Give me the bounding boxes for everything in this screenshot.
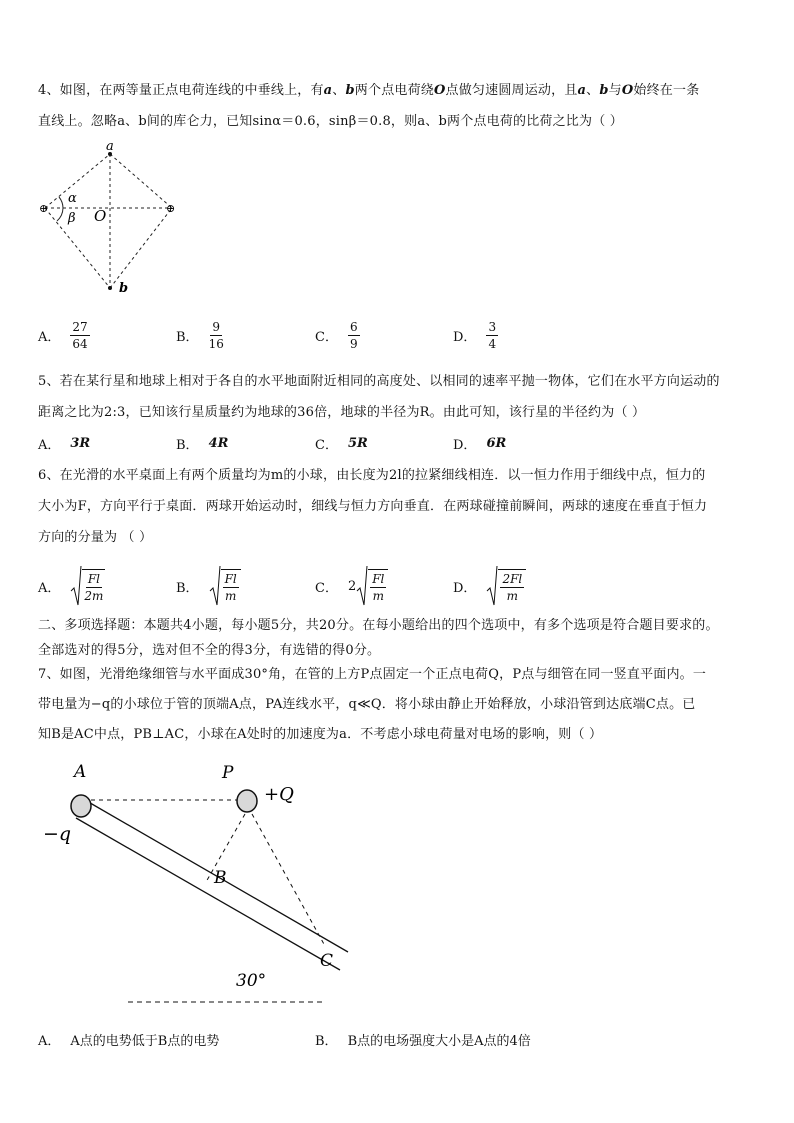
q6-option-c[interactable] (315, 564, 388, 608)
q6-options (38, 564, 758, 608)
denominator: m (224, 589, 237, 603)
q6-line2: 大小为F，方向平行于桌面．两球开始运动时，细线与恒力方向垂直．在两球碰撞前瞬间，两球的速度在垂直于恒力 (38, 499, 708, 514)
denominator: 64 (72, 336, 88, 351)
denominator: 2m (84, 589, 104, 603)
numerator: Fl (224, 572, 237, 586)
option-label: B． (176, 580, 199, 596)
q7-line2: 带电量为−q的小球位于管的顶端A点，PA连线水平，q≪Q．将小球由静止开始释放，小球沿管到达底端C点。已 (38, 697, 696, 712)
q6-line3: 方向的分量为 （ ） (38, 530, 153, 545)
q5-option-b[interactable] (176, 425, 228, 461)
tube-lower-line (76, 818, 340, 970)
coefficient: 2 (347, 578, 357, 594)
option-label: A． (38, 437, 61, 453)
numerator: Fl (372, 572, 385, 586)
denominator: m (506, 589, 519, 603)
q6-option-a[interactable] (38, 564, 105, 608)
option-value: 3R (70, 435, 91, 451)
option-label: B． (315, 1033, 338, 1049)
numerator: Fl (87, 572, 100, 586)
q7-diagram (40, 756, 380, 1012)
q4-options (38, 315, 758, 355)
denominator: 4 (488, 336, 497, 351)
option-label: C． (315, 437, 338, 453)
left-charge-icon: ⊕ (39, 202, 49, 215)
denominator: 16 (208, 336, 224, 351)
option-value: 6R (486, 435, 507, 451)
fraction (498, 569, 526, 603)
radical-sign-icon (70, 565, 82, 607)
q4-text: 点做匀速圆周运动，且 (445, 83, 578, 98)
q5-option-c[interactable] (315, 425, 368, 461)
right-charge-icon: ⊕ (166, 202, 176, 215)
q4-var-a: a (577, 83, 587, 98)
q7-label-p: P (222, 763, 234, 783)
q4-angle-arc-beta (57, 208, 63, 221)
q4-dash-line (110, 208, 172, 288)
q4-point-b (108, 286, 112, 290)
q4-sep: 、 (586, 83, 600, 98)
q4-var-b: b (599, 83, 609, 98)
q4-option-a[interactable] (38, 315, 90, 355)
sqrt-expression (348, 565, 388, 607)
option-label: A． (38, 580, 61, 596)
denominator: m (372, 589, 385, 603)
sqrt-expression (209, 565, 241, 607)
q4-var-o: O (434, 83, 446, 98)
q4-label-alpha: α (68, 191, 77, 206)
option-label: D． (453, 329, 477, 345)
q4-var-b: b (345, 83, 355, 98)
numerator: 3 (488, 319, 497, 334)
q7-line1: 7、如图，光滑绝缘细管与水平面成30°角，在管的上方P点固定一个正点电荷Q，P点与细管在同一竖直平面内。一 (38, 667, 707, 682)
radical-sign-icon (486, 565, 498, 607)
q4-diagram (30, 140, 190, 300)
sqrt-expression (70, 565, 105, 607)
q5-option-a[interactable] (38, 425, 90, 461)
section2-line2: 全部选对的得5分，选对但不全的得3分，有选错的得0分。 (38, 643, 381, 658)
q4-label-o: O (94, 207, 107, 225)
q5-options (38, 425, 758, 461)
q7-label-angle: 30° (236, 971, 267, 991)
fraction (82, 569, 105, 603)
numerator: 6 (349, 319, 358, 334)
fraction (486, 320, 498, 351)
denominator: 9 (349, 336, 358, 351)
q4-text: 4、如图，在两等量正点电荷连线的中垂线上，有 (38, 83, 324, 98)
q4-option-d[interactable] (453, 315, 498, 355)
option-label: D． (453, 437, 477, 453)
fraction (348, 320, 360, 351)
q7-label-q-minus: −q (43, 823, 72, 845)
q4-text: 与 (608, 83, 622, 98)
q7-option-a[interactable] (38, 1024, 219, 1054)
q7-option-b[interactable] (315, 1024, 531, 1054)
q4-dash-line (45, 154, 110, 208)
q7-label-q-plus: +Q (264, 784, 294, 805)
fraction (70, 320, 89, 351)
q7-label-b: B (214, 868, 227, 888)
numerator: 2Fl (502, 572, 523, 586)
option-label: C． (315, 580, 338, 596)
charge-p-icon (237, 790, 257, 812)
sqrt-expression (486, 565, 526, 607)
q6-option-b[interactable] (176, 564, 241, 608)
q7-line3: 知B是AC中点，PB⊥AC，小球在A处时的加速度为a．不考虑小球电荷量对电场的影响，则（ ） (38, 727, 603, 742)
numerator: 27 (72, 319, 88, 334)
q5-option-d[interactable] (453, 425, 506, 461)
q4-line1 (38, 76, 758, 106)
q4-dash-line (110, 154, 172, 208)
q4-label-a: a (106, 140, 114, 154)
fraction (209, 320, 224, 351)
option-value: 5R (347, 435, 368, 451)
numerator: 9 (212, 319, 221, 334)
q5-line1: 5、若在某行星和地球上相对于各自的水平地面附近相同的高度处、以相同的速率平抛一物体，它们在水平方向运动的 (38, 374, 720, 389)
option-label: A． (38, 1033, 61, 1049)
q6-option-d[interactable] (453, 564, 526, 608)
option-label: B． (176, 329, 199, 345)
q4-option-b[interactable] (176, 315, 224, 355)
option-value: 4R (208, 435, 229, 451)
radical-sign-icon (356, 565, 368, 607)
q5-line2: 距离之比为2:3，已知该行星质量约为地球的36倍，地球的半径为R。由此可知，该行星的半径约为（ ） (38, 405, 646, 420)
option-label: D． (453, 580, 477, 596)
q4-var-o: O (621, 83, 634, 98)
option-label: A． (38, 329, 61, 345)
option-text: A点的电势低于B点的电势 (70, 1033, 220, 1049)
section2-line1: 二、多项选择题：本题共4小题，每小题5分，共20分。在每小题给出的四个选项中，有多个选项是符合题目要求的。 (38, 618, 719, 633)
option-label: C． (315, 329, 338, 345)
q4-text: 两个点电荷绕 (354, 83, 434, 98)
q4-angle-arc-alpha (59, 197, 63, 208)
q4-line2: 直线上。忽略a、b间的库仑力，已知sinα＝0.6，sinβ＝0.8，则a、b两个点电荷的比荷之比为（ ） (38, 114, 623, 129)
q4-option-c[interactable] (315, 315, 360, 355)
fraction (221, 569, 241, 603)
q4-label-beta: β (68, 211, 76, 226)
option-label: B． (176, 437, 199, 453)
q4-sep: 、 (332, 83, 346, 98)
radical-sign-icon (209, 565, 221, 607)
q4-text: 始终在一条 (633, 83, 700, 98)
q7-options (38, 1024, 758, 1054)
q4-label-b: b (119, 281, 129, 296)
option-text: B点的电场强度大小是A点的4倍 (347, 1033, 531, 1049)
q7-label-a: A (74, 762, 87, 782)
fraction (368, 569, 388, 603)
q6-line1: 6、在光滑的水平桌面上有两个质量均为m的小球，由长度为2l的拉紧细线相连．以一恒力作用于细线中点，恒力的 (38, 468, 706, 483)
q4-var-a: a (323, 83, 333, 98)
q7-label-c: C (320, 951, 334, 971)
ball-a-icon (71, 795, 91, 817)
